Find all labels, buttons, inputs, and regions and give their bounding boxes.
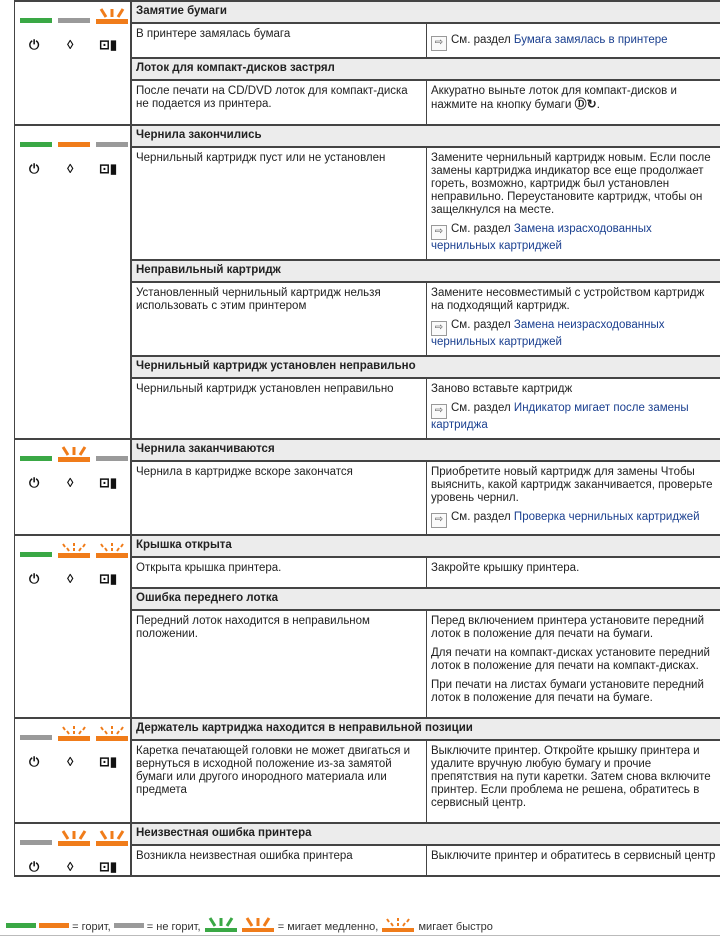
remedy-text <box>431 647 716 673</box>
cause-cell: Установленный чернильный картридж нельзя использовать с этим принтером <box>132 283 427 355</box>
blink-slow-icon <box>57 830 91 848</box>
section-title: Ошибка переднего лотка <box>132 587 720 611</box>
cause-cell: Возникла неизвестная ошибка принтера <box>132 846 427 875</box>
blink-slow-icon <box>57 446 91 464</box>
ink-drop-icon: ◊ <box>67 475 74 490</box>
ink-drop-icon: ◊ <box>67 571 74 586</box>
power-icon: ⏻ <box>29 161 40 176</box>
status-group <box>14 824 720 877</box>
light-off <box>96 142 128 147</box>
see-link[interactable]: Индикатор мигает после замены картриджа <box>431 402 689 431</box>
indicator-lights <box>14 824 132 875</box>
section-title: Замятие бумаги <box>132 2 720 24</box>
remedy-cell <box>427 741 720 822</box>
table-row <box>132 379 720 438</box>
legend-unlit-text: = не горит, <box>146 921 201 933</box>
remedy-cell <box>427 24 720 57</box>
light-bars <box>20 8 125 26</box>
remedy-sentence: Заново вставьте картридж <box>431 383 573 395</box>
light-blink-slow <box>95 8 129 26</box>
see-also <box>431 402 716 432</box>
light-off <box>20 840 52 845</box>
ink-drop-icon: ◊ <box>67 859 74 874</box>
light-off <box>96 456 128 461</box>
see-also <box>431 511 716 528</box>
see-prefix: См. раздел <box>451 223 514 235</box>
legend-unlit-grey <box>114 923 144 928</box>
remedy-cell <box>427 81 720 124</box>
power-icon: ⏻ <box>29 37 40 52</box>
section-title: Чернильный картридж установлен неправильно <box>132 355 720 379</box>
cause-cell: Каретка печатающей головки не может двигаться и вернуться в исходной положение из-за замятой бумаги или другого инородного материала или предмета <box>132 741 427 822</box>
blink-slow-icon <box>95 830 129 848</box>
light-blink-fast <box>57 725 91 743</box>
light-bars <box>20 132 125 150</box>
light-bars <box>20 446 125 464</box>
remedy-cell <box>427 462 720 534</box>
arrow-link-icon: ⇨ <box>431 36 447 51</box>
light-blink-slow <box>57 830 91 848</box>
cause-cell: После печати на CD/DVD лоток для компакт-диска не подается из принтера. <box>132 81 427 124</box>
status-group <box>14 719 720 824</box>
remedy-text <box>431 745 716 810</box>
power-icon: ⏻ <box>29 859 40 874</box>
remedy-sentence: Перед включением принтера установите передний лоток в положение для печати на бумаги. <box>431 615 705 640</box>
remedy-text <box>431 850 716 863</box>
see-also <box>431 223 716 253</box>
legend-slow-orange-icon <box>241 917 275 933</box>
legend-divider <box>0 935 720 936</box>
legend <box>6 917 716 935</box>
section-title: Чернила закончились <box>132 126 720 148</box>
table-row <box>132 558 720 587</box>
remedy-sentence: Закройте крышку принтера. <box>431 562 580 574</box>
light-icons <box>29 38 129 54</box>
remedy-text <box>431 562 716 575</box>
blink-slow-icon <box>95 8 129 26</box>
table-row <box>132 846 720 875</box>
light-icons <box>29 572 129 588</box>
light-on <box>58 142 90 147</box>
see-also <box>431 34 716 51</box>
legend-lit-orange <box>39 923 69 928</box>
section-title: Неизвестная ошибка принтера <box>132 824 720 846</box>
light-icons <box>29 755 129 771</box>
table-row <box>132 611 720 717</box>
light-on <box>20 552 52 557</box>
remedy-text: Аккуратно выньте лоток для компакт-дисков и нажмите на кнопку бумаги Ⓓ↻. <box>431 85 677 111</box>
light-blink-slow <box>57 446 91 464</box>
remedy-cell <box>427 379 720 438</box>
status-group <box>14 0 720 126</box>
remedy-text <box>431 152 716 217</box>
arrow-link-icon: ⇨ <box>431 321 447 336</box>
status-group <box>14 536 720 719</box>
indicator-lights <box>14 536 132 717</box>
remedy-cell <box>427 148 720 259</box>
section-title: Держатель картриджа находится в неправильной позиции <box>132 719 720 741</box>
indicator-lights <box>14 126 132 438</box>
section-title: Крышка открыта <box>132 536 720 558</box>
table-row <box>132 283 720 355</box>
cause-cell: Чернила в картридже вскоре закончатся <box>132 462 427 534</box>
cause-cell: Чернильный картридж установлен неправильно <box>132 379 427 438</box>
paper-button-icon: ⊡▮ <box>99 37 118 52</box>
legend-lit-green <box>6 923 36 928</box>
power-icon: ⏻ <box>29 754 40 769</box>
light-icons <box>29 476 129 492</box>
paper-button-icon: ⊡▮ <box>99 859 118 874</box>
ink-drop-icon: ◊ <box>67 161 74 176</box>
status-group <box>14 126 720 440</box>
light-icons <box>29 860 129 876</box>
remedy-cell <box>427 846 720 875</box>
remedy-sentence: Выключите принтер и обратитесь в сервисный центр <box>431 850 716 862</box>
light-bars <box>20 542 125 560</box>
see-prefix: См. раздел <box>451 319 514 331</box>
legend-fast-orange-icon <box>381 917 415 933</box>
remedy-text <box>431 679 716 705</box>
status-content <box>132 536 720 717</box>
power-icon: ⏻ <box>29 571 40 586</box>
indicator-lights <box>14 440 132 534</box>
see-link[interactable]: Бумага замялась в принтере <box>513 34 668 46</box>
paper-button-inline-icon: Ⓓ↻ <box>574 97 597 111</box>
light-bars <box>20 830 125 848</box>
section-title: Неправильный картридж <box>132 259 720 283</box>
remedy-sentence: Аккуратно выньте лоток для компакт-дисков и нажмите на кнопку бумаги <box>431 85 677 111</box>
light-blink-fast <box>57 542 91 560</box>
ink-drop-icon: ◊ <box>67 37 74 52</box>
remedy-sentence: Приобретите новый картридж для замены Чтобы выяснить, какой картридж заканчивается, проверьте уровень чернил. <box>431 466 713 504</box>
remedy-sentence: Для печати на компакт-дисках установите передний лоток в положение для печати на компакт-дисках. <box>431 647 710 672</box>
arrow-link-icon: ⇨ <box>431 513 447 528</box>
light-icons <box>29 162 129 178</box>
light-bars <box>20 725 125 743</box>
blink-fast-icon <box>95 542 129 560</box>
remedy-cell <box>427 611 720 717</box>
remedy-sentence: Замените чернильный картридж новым. Если после замены картриджа индикатор все еще продолжает гореть, возможно, картридж был установлен неправильно. Переустановите картридж, чтобы он защелкнулся на месте. <box>431 152 711 216</box>
arrow-link-icon: ⇨ <box>431 404 447 419</box>
light-blink-slow <box>95 830 129 848</box>
section-title: Чернила заканчиваются <box>132 440 720 462</box>
remedy-text <box>431 615 716 641</box>
see-prefix: См. раздел <box>451 402 514 414</box>
table-row <box>132 81 720 124</box>
status-content <box>132 719 720 822</box>
remedy-text <box>431 287 716 313</box>
ink-drop-icon: ◊ <box>67 754 74 769</box>
see-link[interactable]: Проверка чернильных картриджей <box>513 511 700 523</box>
remedy-sentence: Замените несовместимый с устройством картридж на подходящий картридж. <box>431 287 705 312</box>
paper-button-icon: ⊡▮ <box>99 161 118 176</box>
legend-slow-green-icon <box>204 917 238 933</box>
cause-cell: Чернильный картридж пуст или не установлен <box>132 148 427 259</box>
cause-cell: В принтере замялась бумага <box>132 24 427 57</box>
light-blink-fast <box>95 542 129 560</box>
see-link[interactable]: Замена израсходованных чернильных картриджей <box>431 223 652 252</box>
legend-slow-text: = мигает медленно, <box>277 921 379 933</box>
remedy-sentence: При печати на листах бумаги установите передний лоток в положение для печати на бумаге. <box>431 679 704 704</box>
table-row <box>132 741 720 822</box>
status-table <box>14 0 720 877</box>
table-row <box>132 24 720 57</box>
status-content <box>132 2 720 124</box>
see-link[interactable]: Замена неизрасходованных чернильных картриджей <box>431 319 665 348</box>
remedy-cell <box>427 283 720 355</box>
light-off <box>20 735 52 740</box>
remedy-sentence: Выключите принтер. Откройте крышку принтера и удалите вручную любую бумагу и прочие препятствия на пути каретки. Затем снова включите принтер. Если проблема не решена, обратитесь в сервисный центр. <box>431 745 711 809</box>
paper-button-icon: ⊡▮ <box>99 754 118 769</box>
table-row <box>132 462 720 534</box>
see-prefix: См. раздел <box>451 511 514 523</box>
status-content <box>132 126 720 438</box>
remedy-text <box>431 383 716 396</box>
indicator-lights <box>14 719 132 822</box>
light-off <box>58 18 90 23</box>
power-icon: ⏻ <box>29 475 40 490</box>
see-prefix: См. раздел <box>451 34 514 46</box>
light-blink-fast <box>95 725 129 743</box>
see-also <box>431 319 716 349</box>
light-on <box>20 142 52 147</box>
status-content <box>132 824 720 875</box>
cause-cell: Передний лоток находится в неправильном положении. <box>132 611 427 717</box>
paper-button-icon: ⊡▮ <box>99 475 118 490</box>
legend-fast-text: мигает быстро <box>418 921 493 933</box>
blink-fast-icon <box>57 725 91 743</box>
blink-fast-icon <box>95 725 129 743</box>
status-group <box>14 440 720 536</box>
legend-lit-text: = горит, <box>72 921 111 933</box>
arrow-link-icon: ⇨ <box>431 225 447 240</box>
cause-cell: Открыта крышка принтера. <box>132 558 427 587</box>
table-row <box>132 148 720 259</box>
status-content <box>132 440 720 534</box>
blink-fast-icon <box>57 542 91 560</box>
light-on <box>20 456 52 461</box>
paper-button-icon: ⊡▮ <box>99 571 118 586</box>
indicator-lights <box>14 2 132 124</box>
remedy-cell <box>427 558 720 587</box>
remedy-text <box>431 466 716 505</box>
section-title: Лоток для компакт-дисков застрял <box>132 57 720 81</box>
light-on <box>20 18 52 23</box>
